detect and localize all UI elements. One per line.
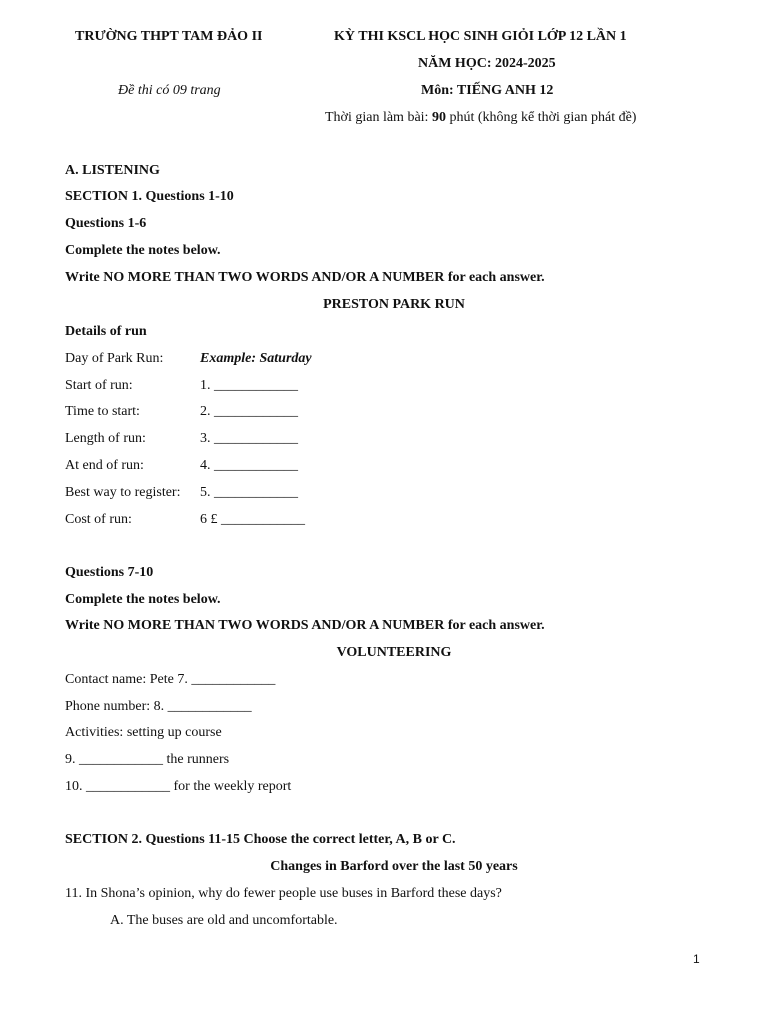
volunteer-line: Contact name: Pete 7. ____________ (65, 672, 276, 687)
exam-title: KỲ THI KSCL HỌC SINH GIỎI LỚP 12 LẦN 1 (334, 29, 627, 44)
section1-heading: SECTION 1. Questions 1-10 (65, 189, 234, 204)
time-allowed (325, 109, 636, 127)
row-label: Best way to register: (65, 485, 181, 500)
volunteer-line: 10. ____________ for the weekly report (65, 779, 292, 794)
q7-10-instruction-2: Write NO MORE THAN TWO WORDS AND/OR A NUMBER for each answer. (65, 618, 545, 633)
section2-heading: SECTION 2. Questions 11-15 Choose the correct letter, A, B or C. (65, 832, 456, 847)
row-value: 4. ____________ (200, 458, 298, 473)
q7-10-title: Questions 7-10 (65, 565, 154, 580)
row-value: Example: Saturday (200, 351, 312, 366)
row-label: Time to start: (65, 404, 140, 419)
row-value: 6 £ ____________ (200, 512, 305, 527)
volunteer-line: Activities: setting up course (65, 725, 222, 740)
listening-heading: A. LISTENING (65, 163, 160, 178)
preston-park-run-title: PRESTON PARK RUN (323, 297, 465, 312)
details-subheading: Details of run (65, 324, 147, 339)
row-value: 2. ____________ (200, 404, 298, 419)
q7-10-instruction-1: Complete the notes below. (65, 592, 221, 607)
row-label: At end of run: (65, 458, 144, 473)
volunteering-title: VOLUNTEERING (336, 645, 452, 660)
volunteer-line: Phone number: 8. ____________ (65, 699, 252, 714)
volunteer-line: 9. ____________ the runners (65, 752, 230, 767)
row-label: Start of run: (65, 378, 133, 393)
row-label: Day of Park Run: (65, 351, 164, 366)
time-prefix: Thời gian làm bài: (325, 110, 432, 125)
q1-6-title: Questions 1-6 (65, 216, 147, 231)
time-value: 90 (431, 110, 446, 125)
row-value: 1. ____________ (200, 378, 298, 393)
pages-note: Đề thi có 09 trang (118, 83, 221, 98)
row-value: 3. ____________ (200, 431, 298, 446)
subject: Môn: TIẾNG ANH 12 (421, 83, 554, 98)
question-11-option-a: A. The buses are old and uncomfortable. (110, 913, 338, 928)
school-name: TRƯỜNG THPT TAM ĐẢO II (75, 29, 263, 44)
time-suffix: phút (không kể thời gian phát đề) (445, 110, 637, 125)
row-label: Cost of run: (65, 512, 132, 527)
page-number: 1 (693, 952, 700, 966)
school-year: NĂM HỌC: 2024-2025 (418, 56, 556, 71)
row-value: 5. ____________ (200, 485, 298, 500)
q1-6-instruction-1: Complete the notes below. (65, 243, 221, 258)
section2-title: Changes in Barford over the last 50 years (270, 859, 518, 874)
question-11: 11. In Shona’s opinion, why do fewer people use buses in Barford these days? (65, 886, 502, 901)
row-label: Length of run: (65, 431, 146, 446)
q1-6-instruction-2: Write NO MORE THAN TWO WORDS AND/OR A NUMBER for each answer. (65, 270, 545, 285)
